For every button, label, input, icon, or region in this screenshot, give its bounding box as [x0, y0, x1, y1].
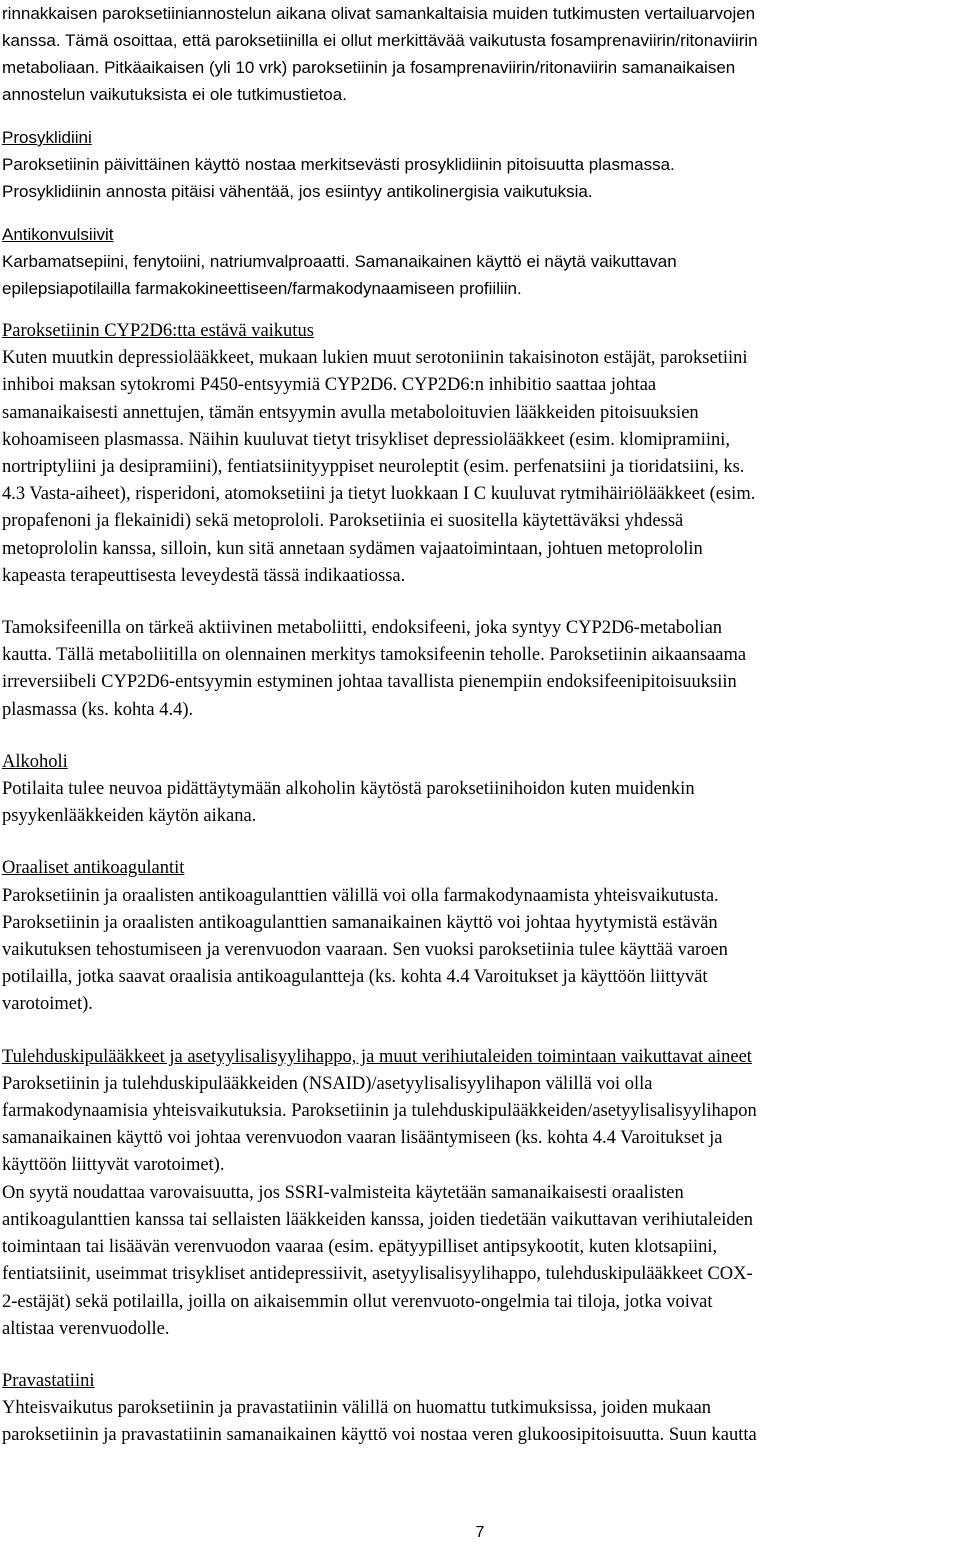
antikoagulantit-section [2, 855, 956, 1018]
text-line: propafenoni ja flekainidi) sekä metoprololi. Paroksetiinia ei suositella käytettäväksi yhdessä [2, 511, 684, 532]
text-line: kapeasta terapeuttisesta leveydestä tässä indikaatiossa. [2, 565, 406, 586]
text-line: Paroksetiinin päivittäinen käyttö nostaa merkitsevästi prosyklidiinin pitoisuutta plasmassa. [2, 155, 675, 174]
intro-section [2, 0, 956, 108]
text-line: epilepsiapotilailla farmakokineettiseen/farmakodynaamiseen profiiliin. [2, 279, 522, 298]
text-line: samanaikaisesti annettujen, tämän entsyymin avulla metaboloituvien lääkkeiden pitoisuuksien [2, 402, 699, 423]
section-heading: Paroksetiinin CYP2D6:tta estävä vaikutus [2, 321, 314, 341]
text-line: Paroksetiinin ja tulehduskipulääkkeiden (NSAID)/asetyylisalisyylihapon välillä voi olla [2, 1073, 653, 1094]
text-line: farmakodynaamisia yhteisvaikutuksia. Paroksetiinin ja tulehduskipulääkkeiden/asetyylisalisyylihapon [2, 1101, 757, 1122]
text-line: fentiatsiinit, useimmat trisykliset antidepressiivit, asetyylisalisyylihappo, tulehduskipulääkkeet COX- [2, 1264, 753, 1285]
text-line: Kuten muutkin depressiolääkkeet, mukaan lukien muut serotoniinin takaisinoton estäjät, paroksetiini [2, 348, 748, 369]
pravastatiini-section [2, 1368, 956, 1450]
text-line: Tamoksifeenilla on tärkeä aktiivinen metaboliitti, endoksifeeni, joka syntyy CYP2D6-metabolian [2, 618, 723, 639]
text-line: annostelun vaikutuksista ei ole tutkimustietoa. [2, 85, 347, 104]
text-line: antikoagulanttien kanssa tai sellaisten lääkkeiden kanssa, joiden tiedetään vaikuttavan verihiutaleiden [2, 1209, 754, 1230]
text-line: kautta. Tällä metaboliitilla on olennainen merkitys tamoksifeenin teholle. Paroksetiinin aikaansaama [2, 645, 747, 666]
tulehduskipulaakkeet-section [2, 1044, 956, 1343]
text-line: Karbamatsepiini, fenytoiini, natriumvalproaatti. Samanaikainen käyttö ei näytä vaikuttavan [2, 252, 677, 271]
text-line: Paroksetiinin ja oraalisten antikoagulanttien samanaikainen käyttö voi johtaa hyytymistä estävän [2, 912, 718, 933]
prosyklidiini-section [2, 124, 956, 205]
text-line: irreversiibeli CYP2D6-entsyymin estyminen johtaa tavallista pienempiin endoksifeenipitoisuuksiin [2, 672, 737, 693]
text-line: kohoamiseen plasmassa. Näihin kuuluvat tietyt trisykliset depressiolääkkeet (esim. klomipramiini, [2, 429, 731, 450]
section-heading: Pravastatiini [2, 1370, 95, 1391]
text-line: vaikutuksen tehostumiseen ja verenvuodon vaaraan. Sen vuoksi paroksetiinia tulee käyttää varoen [2, 940, 728, 961]
text-line: nortriptyliini ja desipramiini), fentiatsiinityyppiset neuroleptit (esim. perfenatsiini ja tioridatsiini, ks. [2, 457, 745, 478]
text-line: kanssa. Tämä osoittaa, että paroksetiinilla ei ollut merkittävää vaikutusta fosamprenaviirin/ritonaviirin [2, 31, 758, 50]
text-line: 4.3 Vasta-aiheet), risperidoni, atomoksetiini ja tietyt luokkaan I C kuuluvat rytmihäiriölääkkeet (esim. [2, 484, 756, 505]
text-line: rinnakkaisen paroksetiiniannostelun aikana olivat samankaltaisia muiden tutkimusten vertailuarvojen [2, 4, 756, 23]
text-line: inhiboi maksan sytokromi P450-entsyymiä CYP2D6. CYP2D6:n inhibitio saattaa johtaa [2, 375, 657, 396]
section-heading: Oraaliset antikoagulantit [2, 858, 185, 879]
text-line: Yhteisvaikutus paroksetiinin ja pravastatiinin välillä on huomattu tutkimuksissa, joiden mukaan [2, 1398, 712, 1419]
cyp2d6-section [2, 318, 956, 590]
section-heading: Antikonvulsiivit [2, 225, 114, 244]
text-line: 2-estäjät) sekä potilailla, joilla on aikaisemmin ollut verenvuoto-ongelmia tai tiloja, jotka voivat [2, 1291, 713, 1312]
text-line: käyttöön liittyvät varotoimet). [2, 1155, 225, 1176]
page-number: 7 [475, 1524, 485, 1541]
text-line: Paroksetiinin ja oraalisten antikoagulanttien välillä voi olla farmakodynaamista yhteisvaikutusta. [2, 885, 719, 906]
text-line: On syytä noudattaa varovaisuutta, jos SSRI-valmisteita käytetään samanaikaisesti oraalisten [2, 1182, 684, 1203]
tamoksifeeni-section [2, 615, 956, 724]
text-line: psyykenlääkkeiden käytön aikana. [2, 806, 257, 827]
section-heading: Alkoholi [2, 751, 68, 772]
text-line: altistaa verenvuodolle. [2, 1318, 170, 1339]
text-line: metoprololin kanssa, silloin, kun sitä annetaan sydämen vajaatoimintaan, johtuen metoprololin [2, 538, 703, 559]
antikonvulsiivit-section [2, 221, 956, 302]
text-line: varotoimet). [2, 994, 93, 1015]
text-line: plasmassa (ks. kohta 4.4). [2, 699, 194, 720]
text-line: Prosyklidiinin annosta pitäisi vähentää, jos esiintyy antikolinergisia vaikutuksia. [2, 182, 593, 201]
text-line: Potilaita tulee neuvoa pidättäytymään alkoholin käytöstä paroksetiinihoidon kuten muidenkin [2, 779, 695, 800]
section-heading: Prosyklidiini [2, 128, 92, 147]
text-line: samanaikainen käyttö voi johtaa verenvuodon vaaran lisääntymiseen (ks. kohta 4.4 Varoitukset ja [2, 1128, 723, 1149]
section-heading: Tulehduskipulääkkeet ja asetyylisalisyylihappo, ja muut verihiutaleiden toimintaan vaikuttavat aineet [2, 1046, 752, 1067]
text-line: paroksetiinin ja pravastatiinin samanaikainen käyttö voi nostaa veren glukoosipitoisuutta. Suun kautta [2, 1425, 757, 1446]
text-line: metaboliaan. Pitkäaikaisen (yli 10 vrk) paroksetiinin ja fosamprenaviirin/ritonaviirin samanaikaisen [2, 58, 736, 77]
text-line: toimintaan tai lisäävän verenvuodon vaaraa (esim. epätyypilliset antipsykootit, kuten klotsapiini, [2, 1237, 718, 1258]
alkoholi-section [2, 749, 956, 831]
text-line: potilailla, jotka saavat oraalisia antikoagulantteja (ks. kohta 4.4 Varoitukset ja käyttöön liittyvät [2, 967, 708, 988]
